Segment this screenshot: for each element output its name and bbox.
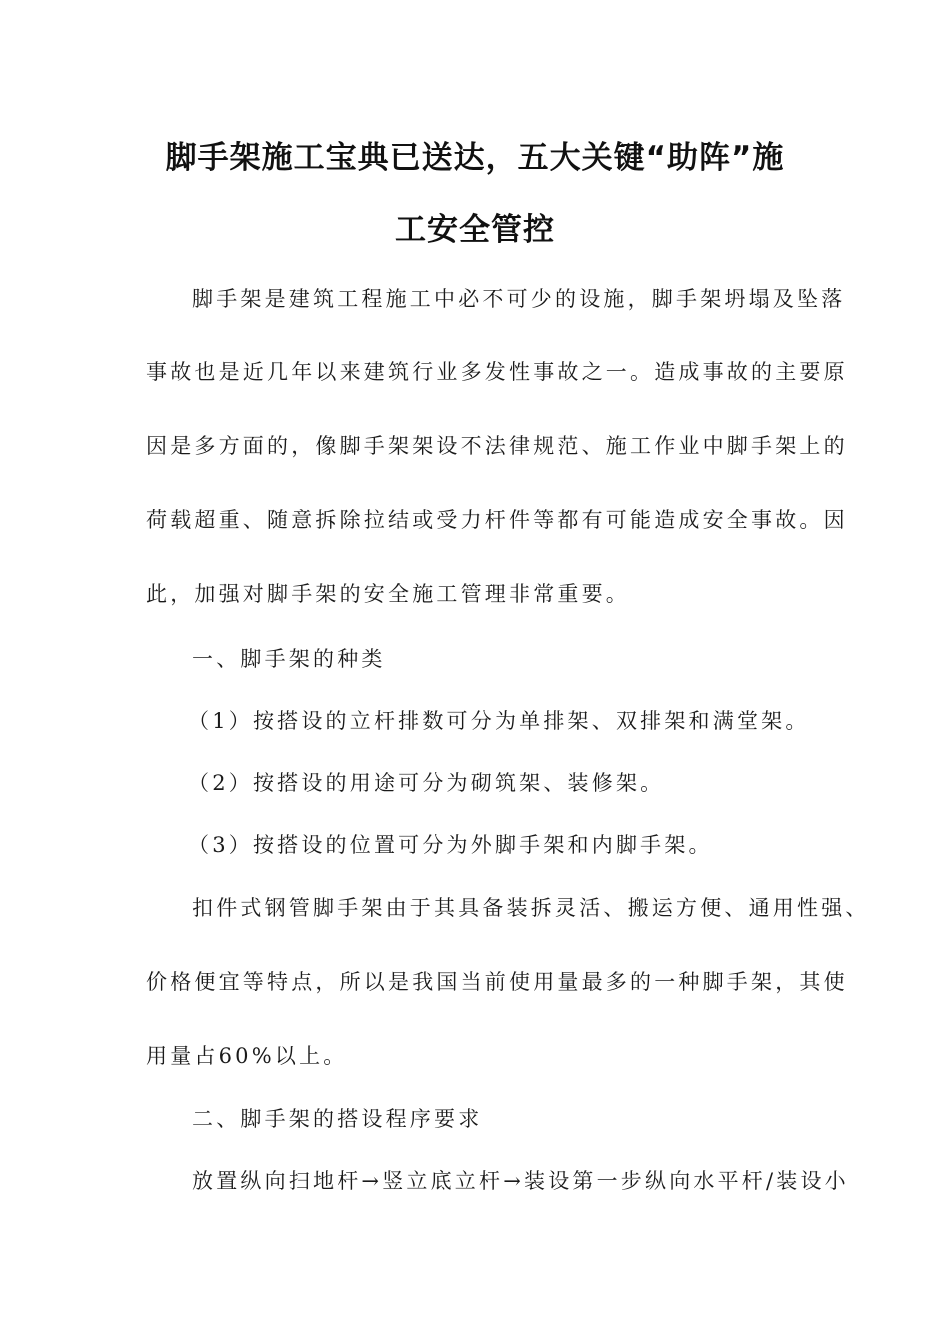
paragraph-line: 脚手架是建筑工程施工中必不可少的设施，脚手架坍塌及坠落 (192, 287, 846, 311)
paragraph-line: 价格便宜等特点，所以是我国当前使用量最多的一种脚手架，其使 (146, 970, 848, 994)
paragraph-line: 此，加强对脚手架的安全施工管理非常重要。 (146, 582, 630, 606)
list-item: （3）按搭设的位置可分为外脚手架和内脚手架。 (188, 833, 713, 857)
list-item: （2）按搭设的用途可分为砌筑架、装修架。 (188, 771, 665, 795)
paragraph-line: 用量占60%以上。 (146, 1044, 348, 1068)
paragraph-line: 放置纵向扫地杆→竖立底立杆→装设第一步纵向水平杆/装设小 (192, 1169, 849, 1193)
document-title-line-2: 工安全管控 (395, 212, 555, 248)
document-title-line-1: 脚手架施工宝典已送达，五大关键“助阵”施 (165, 140, 785, 176)
paragraph-line: 扣件式钢管脚手架由于其具备装拆灵活、搬运方便、通用性强、 (192, 896, 870, 920)
paragraph-line: 事故也是近几年以来建筑行业多发性事故之一。造成事故的主要原 (146, 360, 848, 384)
section-heading-1: 一、脚手架的种类 (192, 647, 386, 671)
list-item: （1）按搭设的立杆排数可分为单排架、双排架和满堂架。 (188, 709, 810, 733)
paragraph-line: 因是多方面的，像脚手架架设不法律规范、施工作业中脚手架上的 (146, 434, 848, 458)
section-heading-2: 二、脚手架的搭设程序要求 (192, 1107, 483, 1131)
paragraph-line: 荷载超重、随意拆除拉结或受力杆件等都有可能造成安全事故。因 (146, 508, 848, 532)
